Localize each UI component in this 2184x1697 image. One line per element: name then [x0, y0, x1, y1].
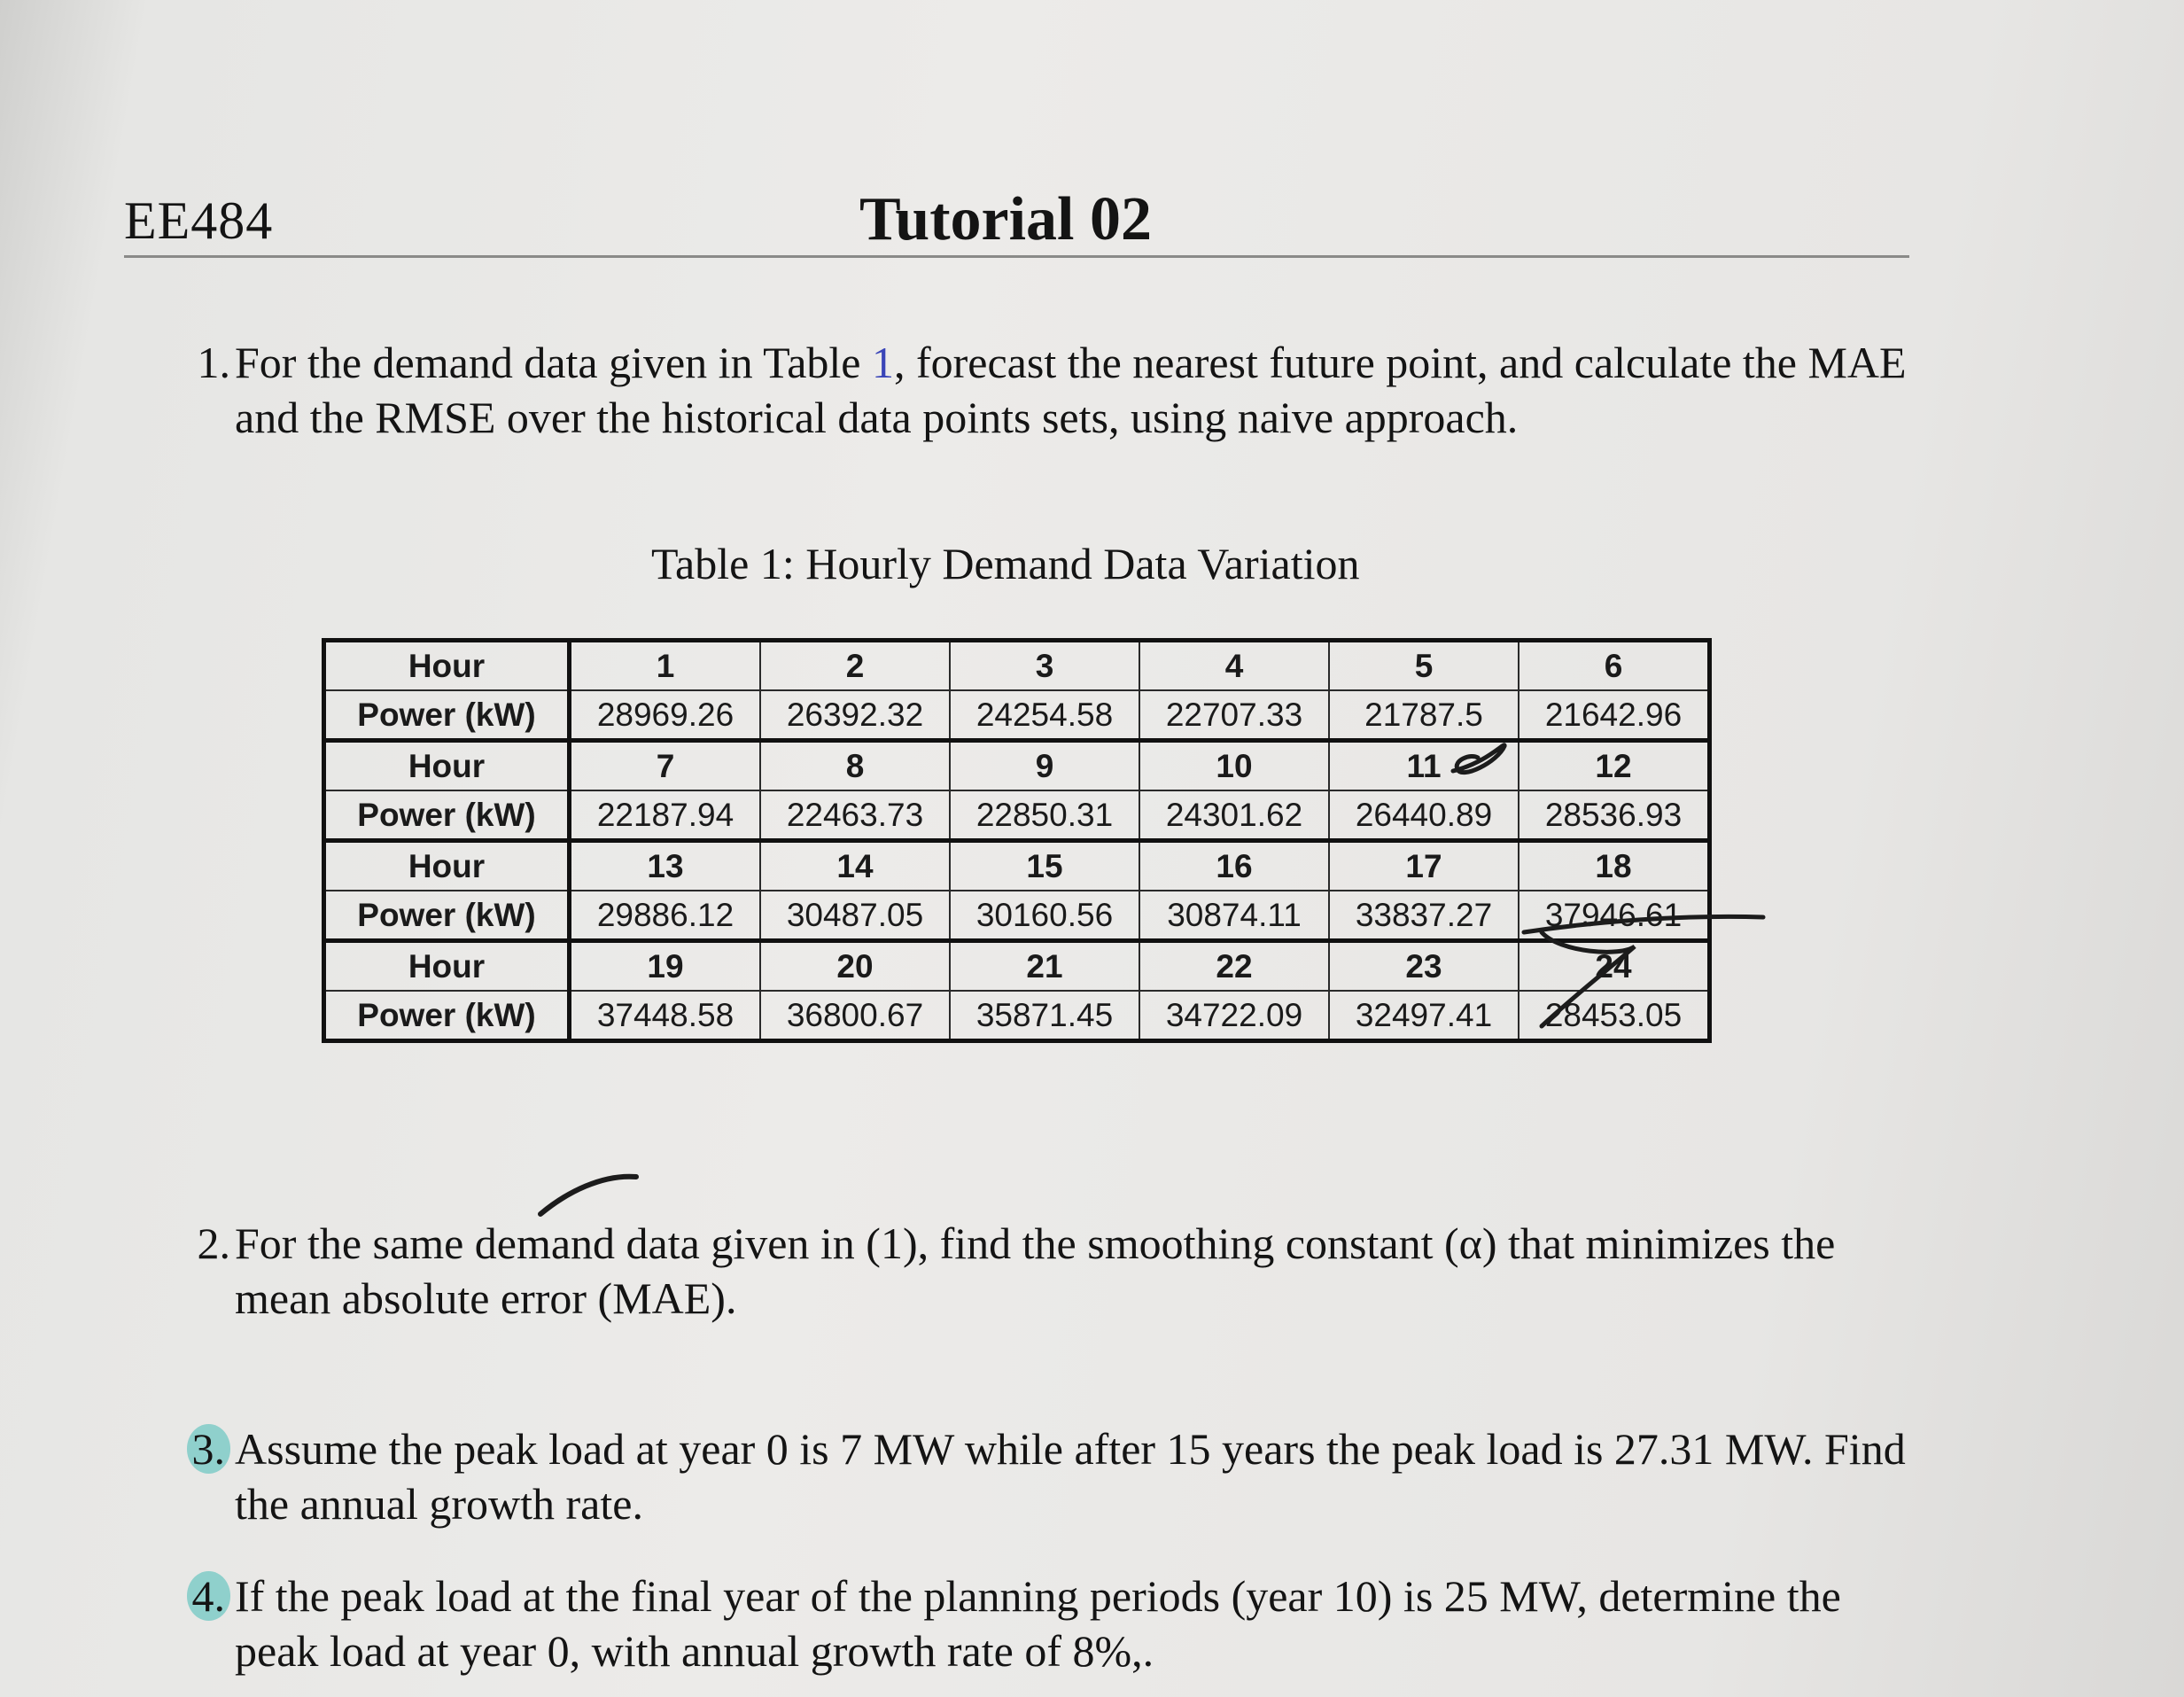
- power-cell: 30487.05: [760, 891, 950, 941]
- hour-cell: 12: [1519, 741, 1710, 791]
- question-3-number: [168, 1421, 230, 1476]
- power-row: [324, 690, 1710, 741]
- hour-cell: 10: [1139, 741, 1329, 791]
- table-reference-link[interactable]: 1: [872, 338, 894, 387]
- hour-row: [324, 841, 1710, 891]
- power-cell: 26392.32: [760, 690, 950, 741]
- power-row: [324, 891, 1710, 941]
- power-cell: 28536.93: [1519, 790, 1710, 841]
- power-cell: 21642.96: [1519, 690, 1710, 741]
- hour-label: Hour: [324, 641, 570, 691]
- question-3-text: Assume the peak load at year 0 is 7 MW while after 15 years the peak load is 27.31 MW. Find the annual growth rate.: [235, 1424, 1906, 1529]
- power-cell: 24254.58: [950, 690, 1139, 741]
- question-1-text: [235, 335, 1923, 445]
- hour-cell: 6: [1519, 641, 1710, 691]
- hour-cell: 9: [950, 741, 1139, 791]
- power-cell: 35871.45: [950, 991, 1139, 1041]
- power-cell: 28969.26: [570, 690, 761, 741]
- question-1: [168, 335, 1923, 445]
- power-cell: 22850.31: [950, 790, 1139, 841]
- hour-cell: 8: [760, 741, 950, 791]
- power-cell: 26440.89: [1329, 790, 1519, 841]
- hour-cell: 7: [570, 741, 761, 791]
- hour-cell: 1: [570, 641, 761, 691]
- power-cell: 36800.67: [760, 991, 950, 1041]
- power-cell: 33837.27: [1329, 891, 1519, 941]
- power-cell: 30874.11: [1139, 891, 1329, 941]
- hour-cell: 16: [1139, 841, 1329, 891]
- power-cell: 29886.12: [570, 891, 761, 941]
- power-label: Power (kW): [324, 991, 570, 1041]
- demand-table: [322, 638, 1712, 1043]
- power-cell: 22187.94: [570, 790, 761, 841]
- power-label: Power (kW): [324, 690, 570, 741]
- table-caption: Table 1: Hourly Demand Data Variation: [651, 539, 1360, 588]
- question-4: [168, 1569, 1923, 1678]
- hour-row: [324, 641, 1710, 691]
- hour-cell: 21: [950, 941, 1139, 992]
- question-1-text-end: , forecast the nearest future point, and calculate the MAE and the RMSE over the historical data points sets, using naive approach.: [235, 338, 1907, 442]
- question-2-text: For the same demand data given in (1), find the smoothing constant (α) that minimizes the mean absolute error (MAE).: [235, 1218, 1836, 1323]
- hour-cell: 17: [1329, 841, 1519, 891]
- power-cell: 22463.73: [760, 790, 950, 841]
- hour-cell: 4: [1139, 641, 1329, 691]
- hour-cell: 3: [950, 641, 1139, 691]
- question-1-text-start: For the demand data given in Table: [235, 338, 872, 387]
- hour-row: [324, 941, 1710, 992]
- hour-cell: 13: [570, 841, 761, 891]
- power-label: Power (kW): [324, 891, 570, 941]
- hour-label: Hour: [324, 841, 570, 891]
- power-label: Power (kW): [324, 790, 570, 841]
- hour-cell: 22: [1139, 941, 1329, 992]
- hour-cell: 14: [760, 841, 950, 891]
- hour-cell: 24: [1519, 941, 1710, 992]
- power-cell: 24301.62: [1139, 790, 1329, 841]
- hour-cell: 11: [1329, 741, 1519, 791]
- header-divider: [124, 255, 1909, 258]
- hour-label: Hour: [324, 941, 570, 992]
- power-cell: 34722.09: [1139, 991, 1329, 1041]
- hour-cell: 20: [760, 941, 950, 992]
- power-cell: 32497.41: [1329, 991, 1519, 1041]
- hour-cell: 2: [760, 641, 950, 691]
- question-4-number-label: 4.: [187, 1571, 231, 1621]
- hour-cell: 23: [1329, 941, 1519, 992]
- question-3-number-label: 3.: [187, 1424, 231, 1474]
- power-cell: 37448.58: [570, 991, 761, 1041]
- power-cell: 37946.61: [1519, 891, 1710, 941]
- power-cell: 30160.56: [950, 891, 1139, 941]
- power-row: [324, 991, 1710, 1041]
- hour-cell: 19: [570, 941, 761, 992]
- hour-row: [324, 741, 1710, 791]
- hour-cell: 18: [1519, 841, 1710, 891]
- question-2-number: 2.: [197, 1218, 230, 1268]
- power-cell: 22707.33: [1139, 690, 1329, 741]
- question-1-number: 1.: [197, 338, 230, 387]
- power-cell: 21787.5: [1329, 690, 1519, 741]
- question-4-text: If the peak load at the final year of the planning periods (year 10) is 25 MW, determine the peak load at year 0, with annual growth rate of 8%,.: [235, 1571, 1841, 1676]
- question-2: [168, 1216, 1923, 1326]
- hour-cell: 15: [950, 841, 1139, 891]
- hour-label: Hour: [324, 741, 570, 791]
- question-3: [168, 1421, 1923, 1531]
- course-code: EE484: [124, 191, 274, 250]
- power-row: [324, 790, 1710, 841]
- power-cell: 28453.05: [1519, 991, 1710, 1041]
- question-4-number: [168, 1569, 230, 1623]
- hour-cell: 5: [1329, 641, 1519, 691]
- page-title: Tutorial 02: [859, 185, 1152, 253]
